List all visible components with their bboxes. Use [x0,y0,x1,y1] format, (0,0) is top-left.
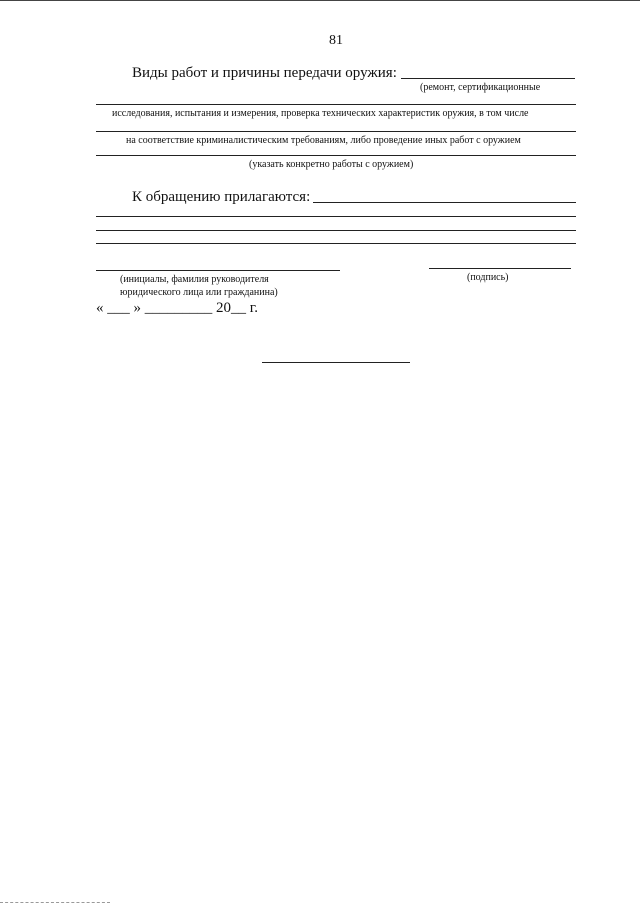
attachments-line-2 [96,216,576,217]
types-of-work-blank-line [401,78,575,79]
page-number: 81 [329,33,343,48]
sign-line [429,268,571,269]
attachments-heading: К обращению прилагаются: [132,189,311,205]
types-of-work-line-4 [96,155,576,156]
types-of-work-line-2 [96,104,576,105]
types-of-work-caption: (указать конкретно работы с оружием) [249,159,414,170]
date-year-suffix: г. [249,300,258,316]
date-month-blank: _________ [144,300,213,316]
date-year-prefix: 20 [216,300,231,316]
attachments-blank-line [313,202,576,203]
name-caption-line-2: юридического лица или гражданина) [120,287,278,298]
date-close-quote: » [133,300,141,316]
types-of-work-heading: Виды работ и причины передачи оружия: [132,65,397,81]
date-line [96,300,258,317]
date-day-blank: ___ [107,300,130,316]
closing-rule [262,362,410,363]
types-of-work-hint-1: (ремонт, сертификационные [420,82,541,93]
sign-caption: (подпись) [467,272,509,283]
types-of-work-line-3 [96,131,576,132]
date-year-blank: __ [231,300,246,316]
name-signature-line [96,270,340,271]
types-of-work-hint-2: исследования, испытания и измерения, проверка технических характеристик оружия, в том числе [112,108,529,119]
name-caption-line-1: (инициалы, фамилия руководителя [120,274,269,285]
date-open-quote: « [96,300,104,316]
scan-edge-mark [0,902,110,903]
attachments-line-4 [96,243,576,244]
types-of-work-hint-3: на соответствие криминалистическим требованиям, либо проведение иных работ с оружием [126,135,521,146]
attachments-line-3 [96,230,576,231]
page-top-edge [0,0,640,1]
